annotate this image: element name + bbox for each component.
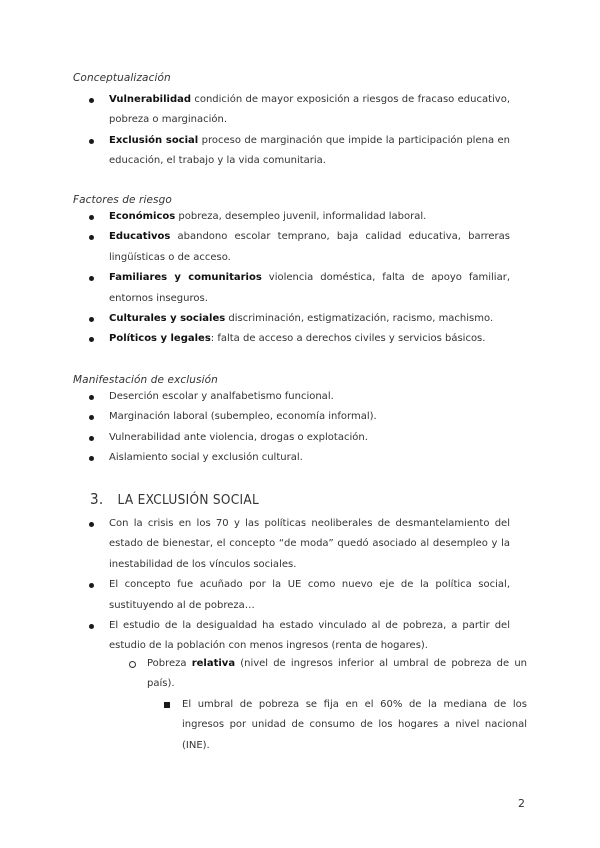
- list-item: [85, 575, 510, 616]
- definition: : falta de acceso a derechos civiles y servicios básicos.: [210, 333, 486, 345]
- list-item: [85, 309, 510, 329]
- bullet-icon: [89, 317, 94, 322]
- section-heading-factores: Factores de riesgo: [73, 194, 172, 206]
- factores-list: [85, 207, 510, 350]
- hollow-bullet-icon: [129, 661, 136, 668]
- bullet-icon: [89, 583, 94, 588]
- bullet-icon: [89, 395, 94, 400]
- list-item: [85, 207, 510, 227]
- term: Familiares y comunitarios: [109, 272, 262, 284]
- bullet-icon: [89, 456, 94, 461]
- bullet-icon: [89, 415, 94, 420]
- definition: abandono escolar temprano, baja calidad educativa, barreras lingüísticas o de acceso.: [109, 231, 510, 263]
- sub-prefix: Pobreza: [147, 658, 192, 669]
- list-item: [85, 616, 510, 657]
- definition: pobreza, desempleo juvenil, informalidad laboral.: [175, 211, 427, 222]
- list-item: [85, 90, 510, 131]
- definition: discriminación, estigmatización, racismo, machismo.: [225, 313, 494, 325]
- list-item: [85, 514, 510, 575]
- section-title: LA EXCLUSIÓN SOCIAL: [117, 492, 260, 508]
- list-item-text: Vulnerabilidad ante violencia, drogas o explotación.: [109, 431, 368, 443]
- list-item-text: Con la crisis en los 70 y las políticas neoliberales de desmantelamiento del estado de bienestar, el concepto “de moda” quedó asociado al desempleo y la inestabilidad de los vínculos sociales.: [109, 518, 510, 570]
- bullet-icon: [89, 624, 94, 629]
- sub-text: (nivel de ingresos inferior al umbral de pobreza de un país).: [147, 658, 527, 690]
- sub-term: relativa: [191, 658, 236, 669]
- bullet-icon: [89, 235, 94, 240]
- definition: violencia doméstica, falta de apoyo familiar, entornos inseguros.: [109, 272, 510, 304]
- subsublist-item-umbral: [162, 695, 527, 756]
- list-item: [85, 227, 510, 268]
- sublist-item-pobreza-relativa: [127, 654, 527, 695]
- bullet-icon: [89, 98, 94, 103]
- term: Vulnerabilidad: [109, 94, 192, 105]
- list-item-text: El concepto fue acuñado por la UE como nuevo eje de la política social, sustituyendo al de pobreza…: [109, 579, 510, 611]
- bullet-icon: [89, 215, 94, 220]
- list-item-text: Marginación laboral (subempleo, economía informal).: [109, 411, 377, 423]
- conceptualizacion-list: [85, 90, 510, 172]
- list-item: [85, 448, 510, 468]
- definition: condición de mayor exposición a riesgos de fracaso educativo, pobreza o marginación.: [109, 94, 510, 126]
- section-3-heading: [90, 490, 259, 508]
- term: Culturales y sociales: [109, 313, 226, 325]
- square-bullet-icon: [164, 702, 170, 708]
- list-item: [85, 329, 510, 349]
- list-item: [85, 387, 510, 407]
- list-item-text: Deserción escolar y analfabetismo funcional.: [109, 391, 334, 402]
- list-item-text: Aislamiento social y exclusión cultural.: [109, 452, 303, 464]
- seccion3-list: [85, 514, 510, 657]
- term: Económicos: [109, 211, 176, 222]
- definition: proceso de marginación que impide la participación plena en educación, el trabajo y la vida comunitaria.: [109, 134, 510, 167]
- page-number: 2: [518, 797, 525, 810]
- term: Educativos: [109, 231, 171, 243]
- list-item-text: El estudio de la desigualdad ha estado vinculado al de pobreza, a partir del estudio de la población con menos ingresos (renta de hogares).: [109, 620, 510, 652]
- list-item: [85, 268, 510, 309]
- manifestacion-list: [85, 387, 510, 469]
- list-item: [85, 428, 510, 448]
- bullet-icon: [89, 522, 94, 527]
- bullet-icon: [89, 436, 94, 441]
- section-heading-manifestacion: Manifestación de exclusión: [73, 374, 218, 386]
- section-heading-conceptualizacion: Conceptualización: [73, 72, 171, 84]
- term: Exclusión social: [109, 134, 199, 146]
- term: Políticos y legales: [109, 333, 211, 345]
- bullet-icon: [89, 276, 94, 281]
- bullet-icon: [89, 139, 94, 144]
- section-number: 3.: [90, 490, 104, 508]
- list-item: [85, 131, 510, 172]
- list-item: [85, 407, 510, 427]
- subsub-text: El umbral de pobreza se fija en el 60% de la mediana de los ingresos por unidad de consumo de los hogares a nivel nacional (INE).: [182, 699, 527, 751]
- bullet-icon: [89, 337, 94, 342]
